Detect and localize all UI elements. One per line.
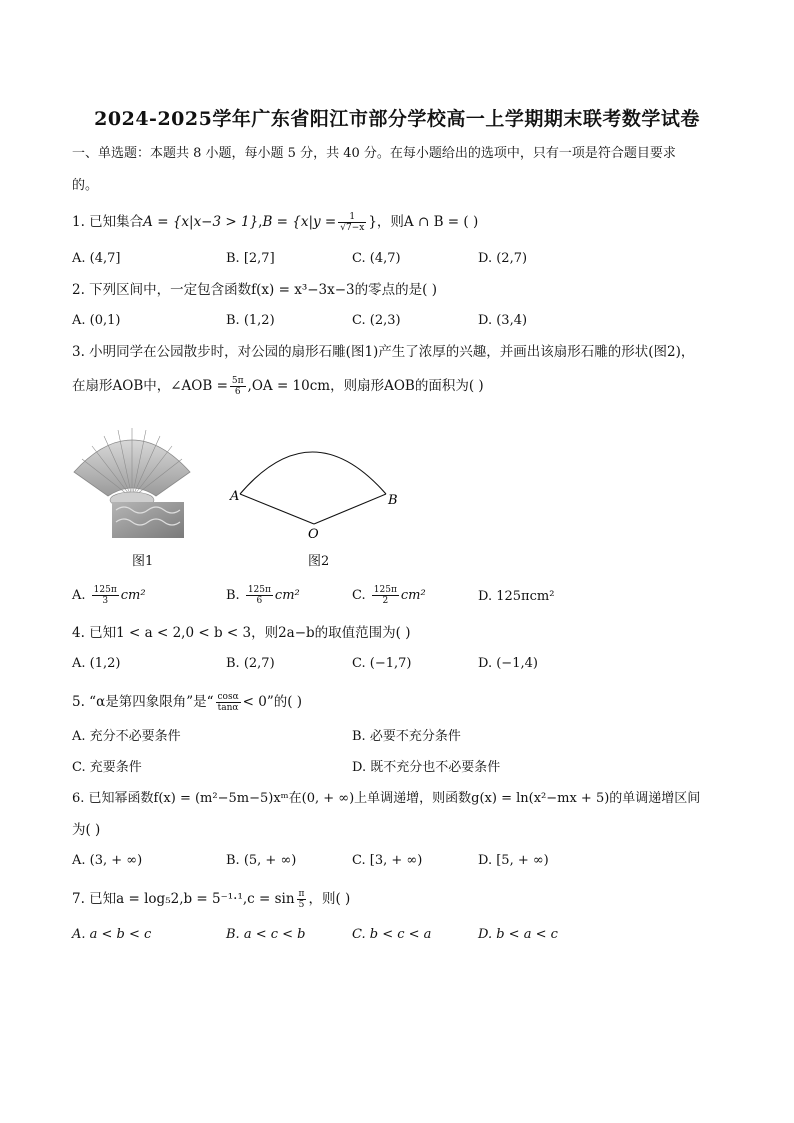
label-b: B [388, 493, 398, 508]
q4-option-d: D. (−1,4) [478, 656, 538, 671]
q1-sep: , [258, 214, 263, 230]
q7-frac-num: π [298, 889, 305, 899]
question-3-line2 [72, 376, 484, 397]
q1-option-a: A. (4,7] [72, 251, 121, 266]
q1-option-c: C. (4,7) [352, 251, 401, 266]
q5-frac-num: cosα [217, 692, 239, 702]
q4-option-a: A. (1,2) [72, 656, 121, 671]
q2-option-b: B. (1,2) [226, 313, 275, 328]
q4-option-b: B. (2,7) [226, 656, 275, 671]
question-4: 4. 已知1 < a < 2,0 < b < 3，则2a−b的取值范围为( ) [72, 625, 411, 641]
q5-option-b: B. 必要不充分条件 [352, 729, 461, 744]
q7-post: ，则( ) [308, 891, 351, 907]
q4-option-c: C. (−1,7) [352, 656, 412, 671]
fig1-caption: 图1 [132, 554, 154, 569]
question-5 [72, 692, 302, 713]
q3-angle-den: 6 [234, 387, 241, 397]
q7-fraction [297, 889, 307, 910]
q1-frac-num: 1 [338, 212, 366, 223]
question-6-line1: 6. 已知幂函数f(x) = (m²−5m−5)xᵐ在(0, + ∞)上单调递增，则函数g(x) = ln(x²−mx + 5)的单调递增区间 [72, 791, 701, 806]
q3-opt-b-frac: $\frac{125\pi}{6}$ [247, 585, 271, 606]
q5-option-a: A. 充分不必要条件 [72, 729, 181, 744]
q3-opt-c-frac: $\frac{125\pi}{2}$ [373, 585, 397, 606]
q3-option-b: B. $\frac{125\pi}{6}$ cm² [226, 585, 300, 606]
q3-angle-fraction [230, 376, 246, 397]
section-instructions-line2: 的。 [72, 178, 99, 193]
question-6-line2: 为( ) [72, 822, 101, 838]
question-1 [72, 212, 478, 233]
q3-angle-num: 5π [231, 376, 244, 386]
q6-option-b: B. (5, + ∞) [226, 853, 297, 868]
q5-option-c: C. 充要条件 [72, 760, 142, 775]
q1-set-b-pre: B = {x|y = [262, 214, 337, 230]
q5-option-d: D. 既不充分也不必要条件 [352, 760, 501, 775]
q6-option-a: A. (3, + ∞) [72, 853, 143, 868]
q7-option-c: C. b < c < a [352, 927, 432, 942]
q1-option-d: D. (2,7) [478, 251, 528, 266]
q3-line2-pre: 在扇形AOB中，∠AOB = [72, 378, 228, 394]
q2-option-a: A. (0,1) [72, 313, 121, 328]
question-7 [72, 889, 350, 910]
fan-sculpture-photo [72, 414, 192, 538]
q3-option-c: C. $\frac{125\pi}{2}$ cm² [352, 585, 426, 606]
q5-pre: 5. “α是第四象限角”是“ [72, 694, 214, 710]
exam-title: 2024-2025学年广东省阳江市部分学校高一上学期期末联考数学试卷 [94, 108, 700, 130]
q7-option-b: B. a < c < b [226, 927, 306, 942]
label-a: A [230, 489, 240, 504]
q3-line2-post: ,OA = 10cm，则扇形AOB的面积为( ) [247, 378, 484, 394]
q7-option-a: A. a < b < c [72, 927, 152, 942]
q7-option-d: D. b < a < c [478, 927, 558, 942]
q5-frac-den: tanα [217, 703, 239, 713]
q3-opt-a-frac: $\frac{125\pi}{3}$ [93, 585, 117, 606]
q6-option-d: D. [5, + ∞) [478, 853, 549, 868]
section-instructions-line1: 一、单选题：本题共 8 小题，每小题 5 分，共 40 分。在每小题给出的选项中，只有一项是符合题目要求 [72, 146, 676, 161]
q5-post: < 0”的( ) [242, 694, 303, 710]
question-3-line1: 3. 小明同学在公园散步时，对公园的扇形石雕(图1)产生了浓厚的兴趣，并画出该扇形石雕的形状(图2)， [72, 344, 695, 360]
q1-fraction [338, 212, 366, 233]
fig2-caption: 图2 [308, 554, 330, 569]
q3-option-d: D. 125πcm² [478, 589, 555, 604]
q7-frac-den: 5 [298, 900, 305, 910]
q1-set-a: A = {x|x−3 > 1} [143, 214, 259, 230]
q3-option-a: A. $\frac{125\pi}{3}$ cm² [72, 585, 146, 606]
label-o: O [308, 527, 319, 542]
q2-option-d: D. (3,4) [478, 313, 528, 328]
q1-prefix: 1. 已知集合 [72, 214, 144, 230]
q1-option-b: B. [2,7] [226, 251, 275, 266]
q1-suffix: ，则A ∩ B = ( ) [376, 214, 479, 230]
q6-option-c: C. [3, + ∞) [352, 853, 423, 868]
question-2: 2. 下列区间中，一定包含函数f(x) = x³−3x−3的零点的是( ) [72, 282, 437, 298]
q1-frac-den: √7−x [340, 223, 365, 233]
q5-fraction [216, 692, 241, 713]
sector-diagram [228, 436, 408, 544]
q2-option-c: C. (2,3) [352, 313, 401, 328]
q7-pre: 7. 已知a = log₅2,b = 5⁻¹·¹,c = sin [72, 891, 295, 907]
q1-set-b-post: } [368, 214, 377, 230]
